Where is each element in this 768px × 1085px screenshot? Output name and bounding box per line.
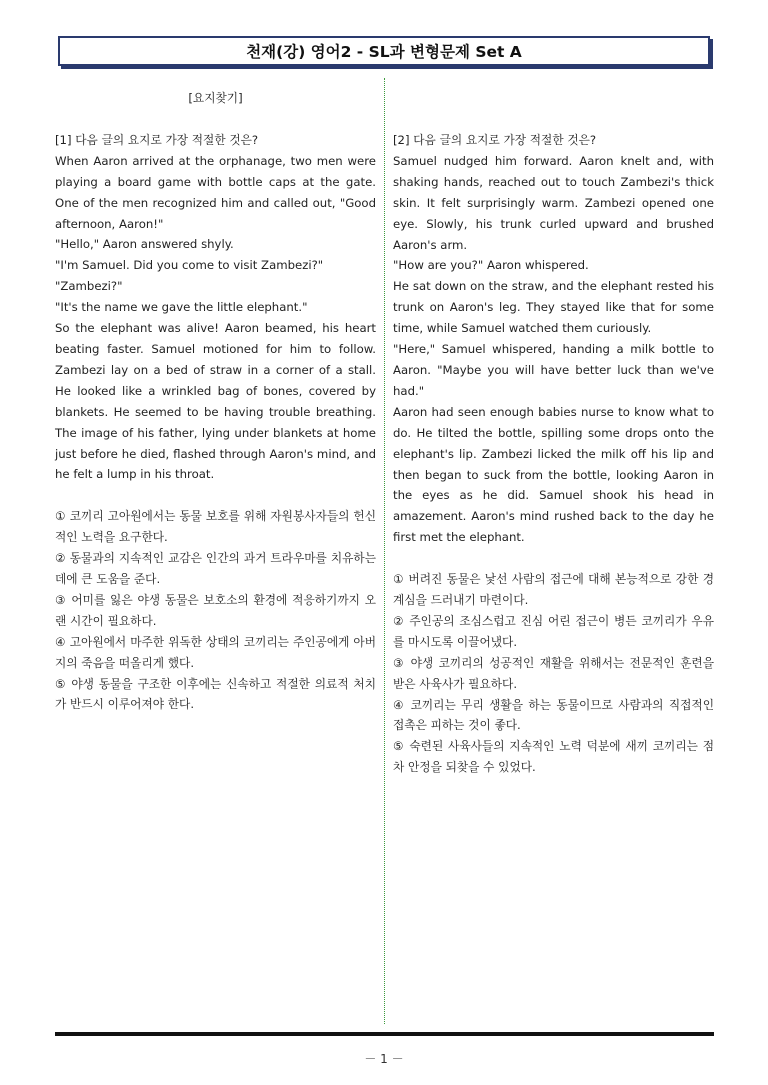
question-passage bbox=[393, 151, 714, 548]
section-label: [요지찾기] bbox=[188, 91, 243, 105]
passage-paragraph: So the elephant was alive! Aaron beamed, his heart beating faster. Samuel motioned for him to follow. Zambezi lay on a bed of straw in a corner of a stall. He looked like a wrinkled bag of bones, covered by blankets. He seemed to be having trouble breathing. The image of his father, lying under blankets at home just before he died, flashed through Aaron's mind, and he felt a lump in his throat. bbox=[55, 321, 376, 482]
answer-options bbox=[393, 569, 714, 778]
passage-paragraph: "Hello," Aaron answered shyly. bbox=[55, 237, 234, 252]
passage-paragraph: "Here," Samuel whispered, handing a milk bottle to Aaron. "Maybe you will have better luck than we've had." bbox=[393, 342, 714, 398]
right-column bbox=[393, 130, 714, 778]
answer-option[interactable]: ④ 코끼리는 무리 생활을 하는 동물이므로 사람과의 직접적인 접촉은 피하는 것이 좋다. bbox=[393, 697, 714, 733]
page-title bbox=[58, 36, 710, 66]
answer-option[interactable]: ① 버려진 동물은 낯선 사람의 접근에 대해 본능적으로 강한 경계심을 드러내기 마련이다. bbox=[393, 572, 714, 608]
answer-option[interactable]: ⑤ 숙련된 사육사들의 지속적인 노력 덕분에 새끼 코끼리는 점차 안정을 되찾을 수 있었다. bbox=[393, 739, 714, 775]
question-prompt: [2] 다음 글의 요지로 가장 적절한 것은? bbox=[393, 133, 597, 147]
question-passage bbox=[55, 151, 376, 486]
answer-option[interactable]: ① 코끼리 고아원에서는 동물 보호를 위해 자원봉사자들의 헌신적인 노력을 요구한다. bbox=[55, 509, 376, 545]
answer-option[interactable]: ② 주인공의 조심스럽고 진심 어린 접근이 병든 코끼리가 우유를 마시도록 이끌어냈다. bbox=[393, 613, 714, 649]
left-column bbox=[55, 88, 376, 715]
answer-option[interactable]: ④ 고아원에서 마주한 위독한 상태의 코끼리는 주인공에게 아버지의 죽음을 떠올리게 했다. bbox=[55, 634, 376, 670]
answer-options bbox=[55, 506, 376, 715]
passage-paragraph: "It's the name we gave the little elephant." bbox=[55, 300, 308, 315]
passage-paragraph: Aaron had seen enough babies nurse to know what to do. He tilted the bottle, spilling some drops onto the elephant's lip. Zambezi licked the milk off his lip and then began to suck from the bottle, looking Aaron in the eyes as he did. Samuel shook his head in amazement. Aaron's mind rushed back to the day he first met the elephant. bbox=[393, 404, 714, 545]
footer-rule bbox=[55, 1032, 714, 1036]
answer-option[interactable]: ② 동물과의 지속적인 교감은 인간의 과거 트라우마를 치유하는 데에 큰 도움을 준다. bbox=[55, 551, 376, 587]
passage-paragraph: "I'm Samuel. Did you come to visit Zambezi?" bbox=[55, 258, 324, 273]
passage-paragraph: Samuel nudged him forward. Aaron knelt and, with shaking hands, reached out to touch Zambezi's thick skin. It felt surprisingly warm. Zambezi opened one eye. Slowly, his trunk curled upward and brushed Aaron's arm. bbox=[393, 153, 714, 252]
page-number: － 1 － bbox=[364, 1052, 404, 1066]
question-prompt: [1] 다음 글의 요지로 가장 적절한 것은? bbox=[55, 132, 259, 147]
column-divider bbox=[384, 78, 385, 1024]
page-title-text: 천재(강) 영어2 - SL과 변형문제 Set A bbox=[246, 43, 522, 61]
answer-option[interactable]: ③ 야생 코끼리의 성공적인 재활을 위해서는 전문적인 훈련을 받은 사육사가 필요하다. bbox=[393, 655, 714, 691]
passage-paragraph: When Aaron arrived at the orphanage, two men were playing a board game with bottle caps at the gate. One of the men recognized him and called out, "Good afternoon, Aaron!" bbox=[55, 153, 376, 231]
passage-paragraph: "Zambezi?" bbox=[55, 279, 123, 294]
passage-paragraph: "How are you?" Aaron whispered. bbox=[393, 258, 589, 273]
answer-option[interactable]: ③ 어미를 잃은 야생 동물은 보호소의 환경에 적응하기까지 오랜 시간이 필요하다. bbox=[55, 592, 376, 628]
answer-option[interactable]: ⑤ 야생 동물을 구조한 이후에는 신속하고 적절한 의료적 처치가 반드시 이루어져야 한다. bbox=[55, 676, 376, 712]
passage-paragraph: He sat down on the straw, and the elephant rested his trunk on Aaron's leg. They stayed like that for some time, while Samuel watched them curiously. bbox=[393, 279, 714, 336]
